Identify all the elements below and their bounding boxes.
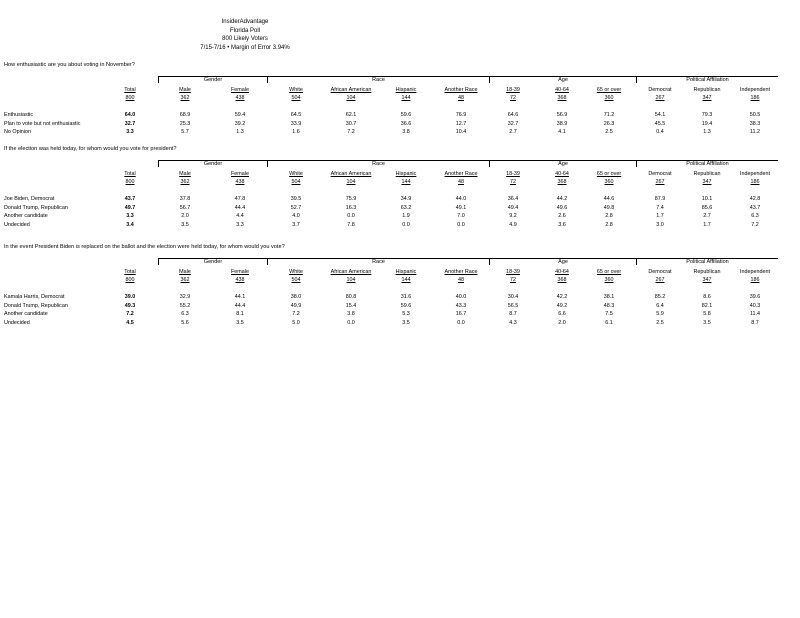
column-sample-size: 360 [604,277,614,283]
cell-value: 5.0 [292,319,300,326]
group-header: Age [489,258,636,265]
group-header: Gender [158,76,267,83]
row-label: No Opinion [4,129,31,135]
cell-value: 16.3 [345,204,357,211]
cell-value: 2.5 [656,319,664,326]
row-label: Enthusiastic [4,112,34,118]
crosstab-table [0,76,800,156]
cell-value: 4.4 [236,213,244,219]
cell-value: 3.3 [236,221,244,228]
column-header: Female [231,269,249,275]
column-header: Democrat [648,87,672,93]
cell-value: 40.3 [749,302,761,309]
column-header: Total [124,171,136,177]
cell-value: 1.3 [703,129,711,135]
column-sample-size: 104 [346,277,356,283]
total-value: 39.0 [124,294,136,300]
column-sample-size: 504 [291,95,301,101]
cell-value: 36.6 [400,120,412,127]
total-value: 43.7 [124,196,136,202]
cell-value: 8.7 [509,311,517,317]
cell-value: 52.7 [290,204,302,211]
cell-value: 2.5 [605,129,613,135]
cell-value: 49.9 [290,302,302,309]
cell-value: 2.7 [509,129,517,135]
column-sample-size: 72 [510,179,516,185]
cell-value: 63.2 [400,204,412,211]
question-text: In the event President Biden is replaced on the ballot and the election were held today, for whom would you vote? [4,244,285,250]
cell-value: 0.0 [347,213,355,219]
column-sample-size: 144 [401,277,411,283]
total-value: 49.7 [124,204,136,211]
total-value: 4.5 [126,319,134,326]
group-header: Political Affiliation [636,160,778,167]
column-header: African American [330,171,372,177]
cell-value: 4.3 [509,319,517,326]
column-sample-size: 72 [510,95,516,101]
cell-value: 3.5 [181,221,189,228]
cell-value: 76.9 [455,112,467,118]
cell-value: 7.0 [457,213,465,219]
cell-value: 1.3 [236,129,244,135]
column-header: Another Race [444,269,478,275]
column-sample-size: 267 [655,179,665,185]
total-value: 3.4 [126,221,134,228]
group-header: Age [489,160,636,167]
cell-value: 10.1 [701,196,713,202]
cell-value: 43.7 [749,204,761,211]
cell-value: 54.1 [654,112,666,118]
row-label: Kamala Harris, Democrat [4,294,65,300]
column-sample-size: 800 [125,179,135,185]
cell-value: 48.3 [603,302,615,309]
cell-value: 42.2 [556,294,568,300]
column-header: White [289,269,303,275]
crosstab-table [0,160,800,240]
column-header: Democrat [648,269,672,275]
row-label: Another candidate [4,311,48,317]
row-label: Donald Trump, Republican [4,302,68,309]
row-label: Undecided [4,221,30,228]
column-header: Male [179,269,191,275]
column-sample-size: 800 [125,95,135,101]
column-header: 65 or over [596,87,622,93]
cell-value: 3.5 [703,319,711,326]
column-header: 65 or over [596,269,622,275]
column-sample-size: 362 [180,277,190,283]
cell-value: 44.0 [455,196,467,202]
column-header: 40-64 [555,87,569,93]
cell-value: 85.6 [701,204,713,211]
cell-value: 30.4 [507,294,519,300]
column-sample-size: 368 [557,277,567,283]
cell-value: 7.2 [292,311,300,317]
cell-value: 31.6 [400,294,412,300]
cell-value: 49.8 [603,204,615,211]
column-header: Independent [740,269,770,275]
column-sample-size: 144 [401,179,411,185]
cell-value: 33.9 [290,120,302,127]
cell-value: 8.1 [236,311,244,317]
cell-value: 43.3 [455,302,467,309]
cell-value: 55.2 [179,302,191,309]
cell-value: 6.1 [605,319,613,326]
cell-value: 3.5 [236,319,244,326]
cell-value: 6.4 [656,302,664,309]
column-sample-size: 48 [458,277,464,283]
cell-value: 1.7 [656,213,664,219]
cell-value: 44.1 [234,294,246,300]
cell-value: 3.0 [656,221,664,228]
cell-value: 8.6 [703,294,711,300]
cell-value: 49.1 [455,204,467,211]
cell-value: 26.3 [603,120,615,127]
cell-value: 4.9 [509,221,517,228]
group-header: Political Affiliation [636,76,778,83]
poll-name: Florida Poll [229,27,260,34]
cell-value: 4.0 [292,213,300,219]
group-header: Age [489,76,636,83]
column-header: Hispanic [395,269,417,275]
cell-value: 75.9 [345,196,357,202]
cell-value: 68.9 [179,112,191,118]
column-sample-size: 48 [458,95,464,101]
cell-value: 64.6 [507,112,519,118]
column-sample-size: 360 [604,179,614,185]
row-label: Donald Trump, Republican [4,204,68,211]
column-header: Male [179,87,191,93]
cell-value: 2.8 [605,221,613,228]
cell-value: 38.9 [556,120,568,127]
cell-value: 3.5 [402,319,410,326]
column-header: Male [179,171,191,177]
cell-value: 11.2 [749,129,761,135]
group-header: Gender [158,258,267,265]
cell-value: 5.8 [703,311,711,317]
cell-value: 5.9 [656,311,664,317]
column-sample-size: 504 [291,277,301,283]
cell-value: 7.2 [347,129,355,135]
column-sample-size: 368 [557,95,567,101]
column-header: 65 or over [596,171,622,177]
column-header: Total [124,269,136,275]
cell-value: 0.4 [656,129,664,135]
cell-value: 80.8 [345,294,357,300]
column-header: Another Race [444,171,478,177]
column-header: Republican [693,269,721,275]
column-header: 40-64 [555,269,569,275]
cell-value: 5.7 [181,129,189,135]
column-sample-size: 362 [180,95,190,101]
cell-value: 40.0 [455,294,467,300]
dates-margin-of-error: 7/15-7/16 • Margin of Error 3.94% [200,44,290,51]
column-header: 40-64 [555,171,569,177]
column-header: Hispanic [395,171,417,177]
column-sample-size: 800 [125,277,135,283]
cell-value: 38.1 [603,294,615,300]
column-header: Democrat [648,171,672,177]
column-header: Republican [693,87,721,93]
cell-value: 45.5 [654,120,666,127]
column-sample-size: 186 [750,277,760,283]
row-label: Another candidate [4,213,48,219]
cell-value: 3.7 [292,221,300,228]
column-sample-size: 438 [235,277,245,283]
cell-value: 50.5 [749,112,761,118]
cell-value: 39.6 [749,294,761,300]
group-header: Gender [158,160,267,167]
cell-value: 59.4 [234,112,246,118]
column-header: Independent [740,87,770,93]
pollster-name: InsiderAdvantage [221,19,269,25]
cell-value: 79.3 [701,112,713,118]
cell-value: 44.4 [234,302,246,309]
column-header: Total [124,87,136,93]
cell-value: 32.9 [179,294,191,300]
cell-value: 2.0 [181,213,189,219]
cell-value: 32.7 [507,120,519,127]
group-header: Race [267,160,489,167]
cell-value: 42.8 [749,196,761,202]
column-sample-size: 347 [702,179,712,185]
cell-value: 25.3 [179,120,191,127]
group-header: Political Affiliation [636,258,778,265]
cell-value: 0.0 [457,319,465,326]
cell-value: 7.4 [656,204,664,211]
cell-value: 87.9 [654,196,666,202]
cell-value: 85.2 [654,294,666,300]
question-text: How enthusiastic are you about voting in November? [4,62,135,68]
cell-value: 12.7 [455,120,467,127]
column-sample-size: 186 [750,179,760,185]
column-sample-size: 438 [235,179,245,185]
column-sample-size: 72 [510,277,516,283]
column-header: 18-39 [506,269,520,275]
column-header: Another Race [444,87,478,93]
group-header: Race [267,258,489,265]
cell-value: 2.8 [605,213,613,219]
cell-value: 62.1 [345,112,357,118]
column-sample-size: 368 [557,179,567,185]
row-label: Plan to vote but not enthusiastic [4,120,81,127]
cell-value: 44.2 [556,196,568,202]
column-sample-size: 360 [604,95,614,101]
cell-value: 6.3 [751,213,759,219]
cell-value: 82.1 [701,302,713,309]
column-header: White [289,87,303,93]
cell-value: 1.7 [703,221,711,228]
cell-value: 2.6 [558,213,566,219]
cell-value: 9.2 [509,213,517,219]
cell-value: 34.9 [400,196,412,202]
group-header: Race [267,76,489,83]
column-header: Hispanic [395,87,417,93]
poll-header [0,18,490,52]
column-sample-size: 48 [458,179,464,185]
column-header: Female [231,87,249,93]
column-sample-size: 267 [655,277,665,283]
column-sample-size: 104 [346,179,356,185]
cell-value: 0.0 [402,221,410,228]
cell-value: 47.8 [234,196,246,202]
cell-value: 38.0 [290,294,302,300]
cell-value: 6.3 [181,311,189,317]
cell-value: 4.1 [558,129,566,135]
cell-value: 56.7 [179,204,191,211]
cell-value: 16.7 [455,311,467,317]
column-sample-size: 267 [655,95,665,101]
column-header: African American [330,87,372,93]
cell-value: 64.5 [290,112,302,118]
cell-value: 2.7 [703,213,711,219]
column-header: White [289,171,303,177]
column-sample-size: 347 [702,95,712,101]
total-value: 3.3 [126,129,134,135]
cell-value: 38.3 [749,120,761,127]
cell-value: 39.2 [234,120,246,127]
column-sample-size: 438 [235,95,245,101]
cell-value: 1.9 [402,213,410,219]
row-label: Undecided [4,319,30,326]
cell-value: 3.8 [347,311,355,317]
total-value: 32.7 [124,120,136,127]
cell-value: 37.8 [179,196,191,202]
column-header: Independent [740,171,770,177]
cell-value: 49.6 [556,204,568,211]
total-value: 3.3 [126,213,134,219]
cell-value: 5.3 [402,311,410,317]
cell-value: 36.4 [507,196,519,202]
cell-value: 11.4 [749,311,761,317]
cell-value: 59.6 [400,112,412,118]
column-header: Female [231,171,249,177]
column-header: African American [330,269,372,275]
cell-value: 3.6 [558,221,566,228]
total-value: 64.0 [124,112,136,118]
column-sample-size: 347 [702,277,712,283]
cell-value: 2.0 [558,319,566,326]
row-label: Joe Biden, Democrat [4,196,55,202]
cell-value: 39.5 [290,196,302,202]
cell-value: 7.5 [605,311,613,317]
cell-value: 19.4 [701,120,713,127]
cell-value: 56.9 [556,112,568,118]
cell-value: 7.8 [347,221,355,228]
cell-value: 7.2 [751,221,759,228]
sample-size: 800 Likely Voters [222,36,268,43]
crosstab-table [0,258,800,338]
total-value: 49.3 [124,302,136,309]
cell-value: 0.0 [457,221,465,228]
column-header: 18-39 [506,171,520,177]
cell-value: 10.4 [455,129,467,135]
column-sample-size: 504 [291,179,301,185]
column-header: Republican [693,171,721,177]
column-sample-size: 362 [180,179,190,185]
column-sample-size: 104 [346,95,356,101]
cell-value: 3.8 [402,129,410,135]
cell-value: 6.6 [558,311,566,317]
cell-value: 56.5 [507,302,519,309]
column-sample-size: 144 [401,95,411,101]
cell-value: 30.7 [345,120,357,127]
cell-value: 49.4 [507,204,519,211]
cell-value: 15.4 [345,302,357,309]
cell-value: 71.2 [603,112,615,118]
column-sample-size: 186 [750,95,760,101]
question-text: If the election was held today, for whom would you vote for president? [4,146,177,152]
cell-value: 44.4 [234,204,246,211]
cell-value: 59.6 [400,302,412,309]
cell-value: 44.6 [603,196,615,202]
total-value: 7.2 [126,311,134,317]
cell-value: 1.6 [292,129,300,135]
cell-value: 49.2 [556,302,568,309]
cell-value: 0.0 [347,319,355,326]
cell-value: 8.7 [751,319,759,326]
column-header: 18-39 [506,87,520,93]
cell-value: 5.6 [181,319,189,326]
